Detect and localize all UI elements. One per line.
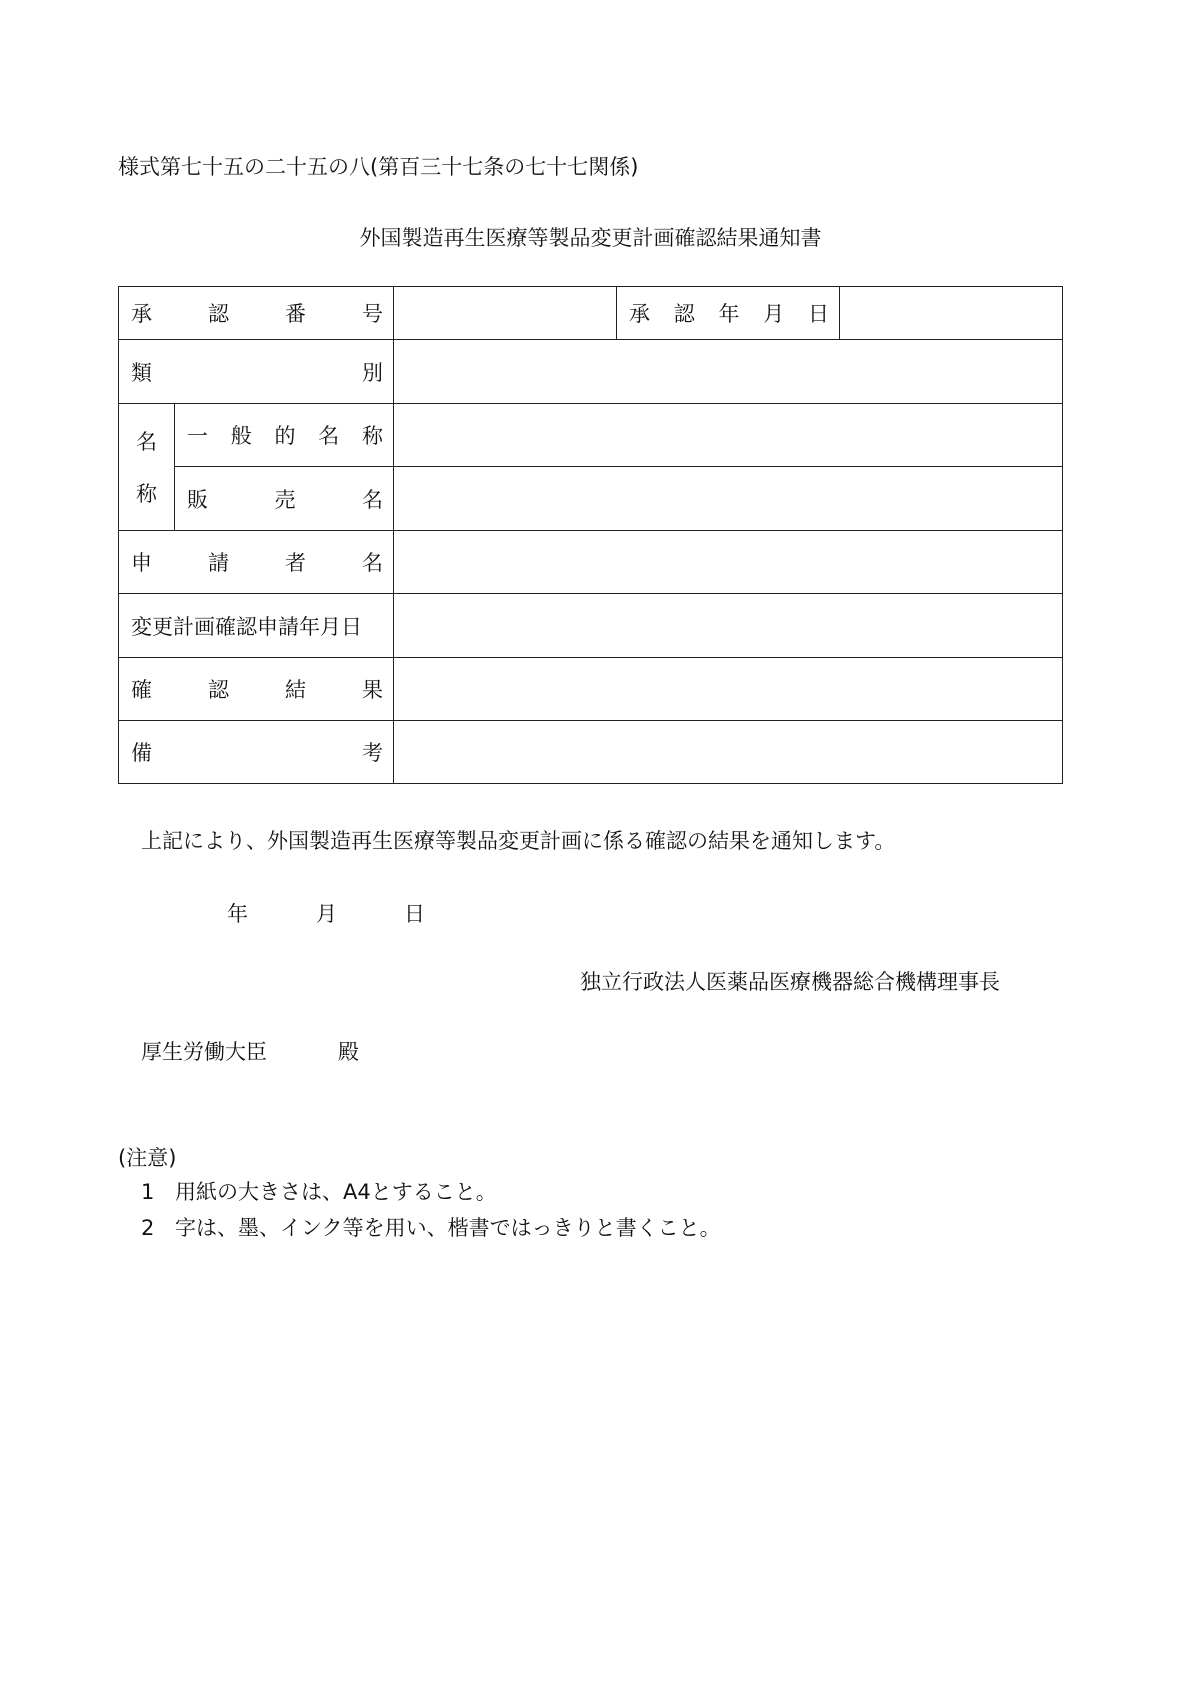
field-brand-name[interactable] [394, 467, 1063, 531]
row-approval-number [119, 287, 1063, 340]
row-application-date [119, 594, 1063, 658]
row-remarks [119, 721, 1063, 784]
row-category [119, 340, 1063, 404]
notes-heading: (注意) [118, 1146, 177, 1170]
form-identifier: 様式第七十五の二十五の八(第百三十七条の七十七関係) [118, 155, 639, 179]
date-day-label: 日 [404, 902, 425, 926]
label-applicant-name: 申 請 者 名 [119, 531, 394, 594]
field-approval-number[interactable] [394, 287, 617, 340]
label-category: 類 別 [119, 340, 394, 404]
note-item [141, 1212, 721, 1242]
document-title: 外国製造再生医療等製品変更計画確認結果通知書 [359, 226, 822, 250]
field-generic-name[interactable] [394, 404, 1063, 467]
label-name-group: 名 称 [119, 404, 175, 531]
row-applicant-name [119, 531, 1063, 594]
row-result [119, 658, 1063, 721]
field-application-date[interactable] [394, 594, 1063, 658]
label-approval-date: 承 認 年 月 日 [617, 287, 840, 340]
note-item [141, 1176, 497, 1206]
label-brand-name: 販 売 名 [175, 467, 394, 531]
notification-statement: 上記により、外国製造再生医療等製品変更計画に係る確認の結果を通知します。 [141, 829, 896, 853]
date-month-label: 月 [316, 902, 337, 926]
note-number: 1 [141, 1180, 155, 1204]
note-text: 用紙の大きさは、A4とすること。 [175, 1180, 497, 1204]
notification-form-table [118, 286, 1063, 784]
row-brand-name [119, 467, 1063, 531]
issuer-title: 独立行政法人医薬品医療機器総合機構理事長 [580, 970, 1000, 994]
field-applicant-name[interactable] [394, 531, 1063, 594]
row-generic-name [119, 404, 1063, 467]
field-remarks[interactable] [394, 721, 1063, 784]
field-result[interactable] [394, 658, 1063, 721]
label-application-date: 変更計画確認申請年月日 [119, 594, 394, 658]
label-generic-name: 一 般 的 名 称 [175, 404, 394, 467]
label-approval-number: 承 認 番 号 [119, 287, 394, 340]
label-result: 確 認 結 果 [119, 658, 394, 721]
addressee-honorific: 殿 [338, 1040, 359, 1064]
label-remarks: 備 考 [119, 721, 394, 784]
note-text: 字は、墨、インク等を用い、楷書ではっきりと書くこと。 [175, 1216, 721, 1240]
field-approval-date[interactable] [840, 287, 1063, 340]
date-year-label: 年 [227, 902, 248, 926]
note-number: 2 [141, 1216, 155, 1240]
field-category[interactable] [394, 340, 1063, 404]
addressee-name: 厚生労働大臣 [141, 1040, 267, 1064]
